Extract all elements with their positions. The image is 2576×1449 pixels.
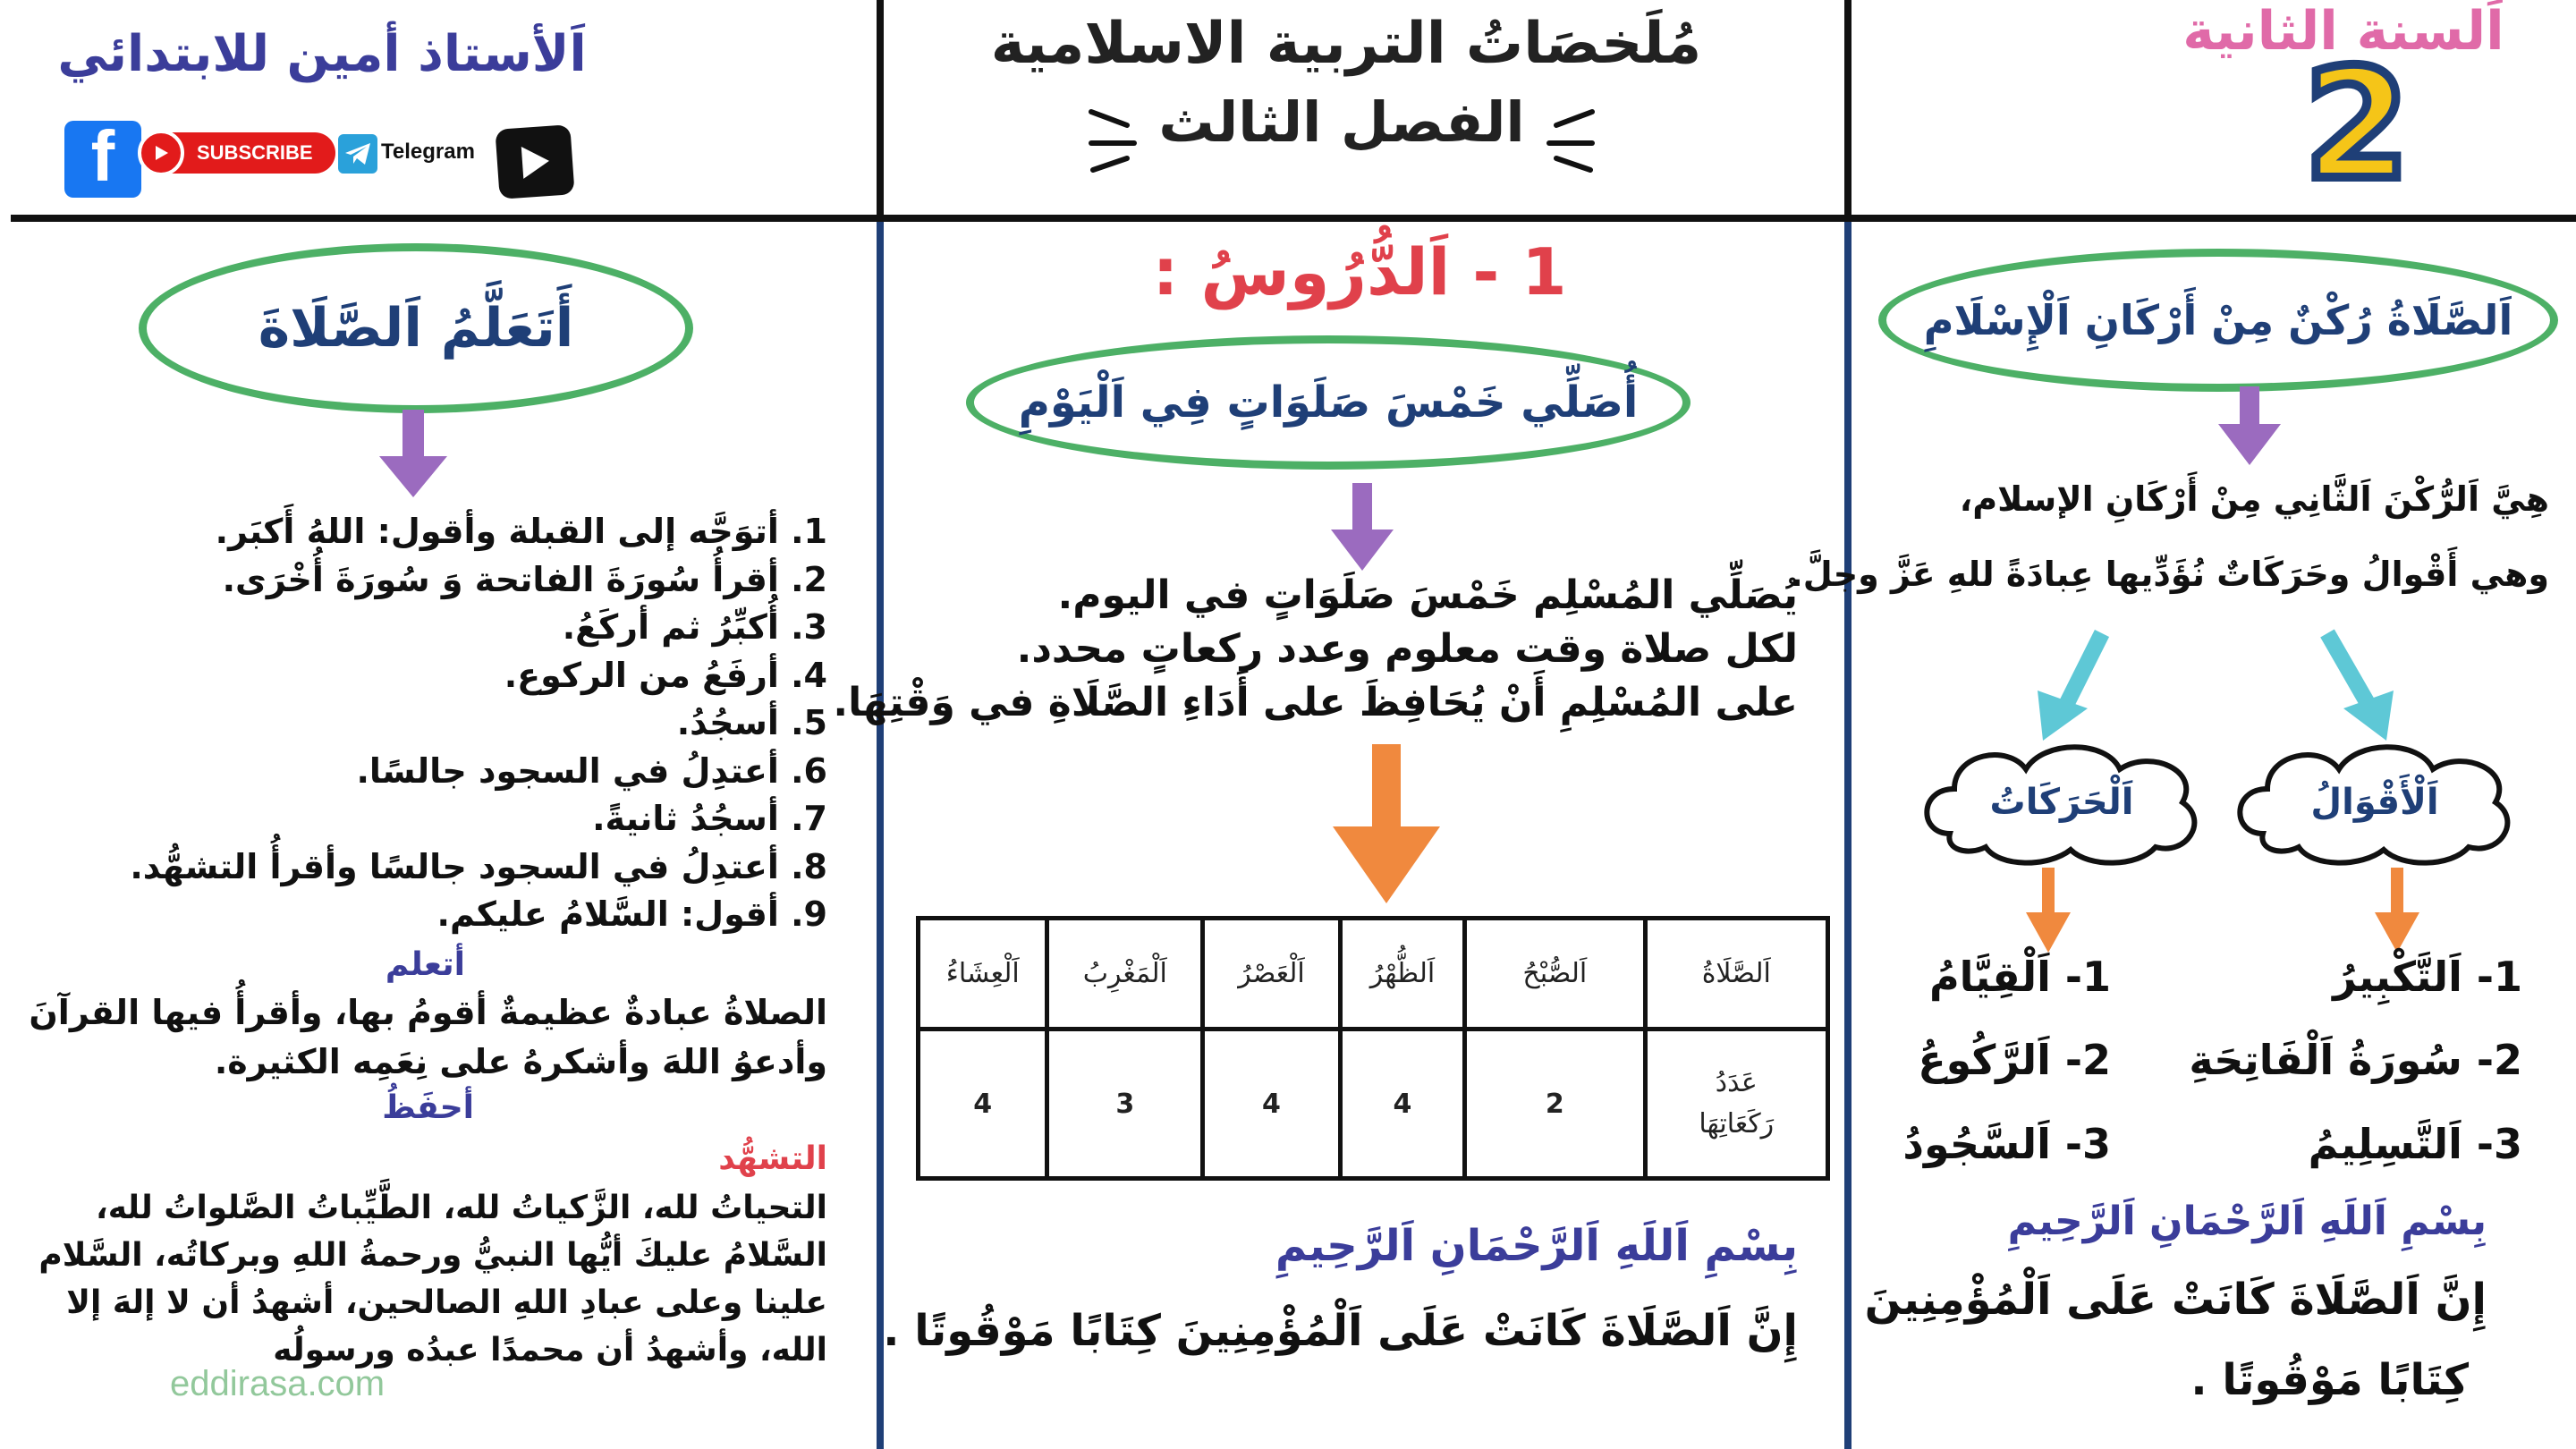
purple-arrow-left [379, 410, 447, 499]
orange-arrow-sayings [2375, 868, 2419, 953]
table-header-count-text: عَدَدُ رَكَعَاتِهَا [1699, 1067, 1775, 1140]
prayers-table [916, 916, 1830, 1181]
table-row-prayers [919, 919, 1828, 1030]
cloud-sayings [2227, 735, 2522, 869]
steps-list [89, 512, 827, 943]
header-divider-right [1844, 0, 1852, 218]
orange-arrow-movements [2026, 868, 2071, 953]
middle-oval-title [966, 335, 1690, 470]
middle-line3: على المُسْلِمِ أَنْ يُحَافِظَ على أَدَاءِ الصَّلَاةِ في وَقْتِهَا. [833, 680, 1798, 725]
step-item-1: 1. أتوَجَّه إلى القبلة وأقول: اللهُ أَكبَر. [215, 512, 827, 551]
movement-item-3: 3- اَلسَّجُودُ [1902, 1120, 2111, 1168]
table-cell-prayer-3: اَلْعَصْرُ [1203, 919, 1341, 1030]
column-divider-left [877, 222, 884, 1449]
tashahhud-line2: السَّلامُ عليكَ أيُّها النبيُّ ورحمةُ اللهِ وبركاتُه، السَّلام [38, 1237, 827, 1274]
header-divider-left [877, 0, 884, 218]
middle-line2: لكل صلاة وقت معلوم وعدد ركعاتٍ محدد. [1016, 626, 1798, 672]
left-oval-text: أَتَعَلَّمُ اَلصَّلَاةَ [258, 297, 574, 360]
youtube-play-icon [138, 130, 184, 176]
table-row-rakaat [919, 1030, 1828, 1179]
middle-oval-text: أُصَلِّي خَمْسَ صَلَوَاتٍ فِي اَلْيَوْمِ [1018, 377, 1639, 428]
movement-item-1: 1- اَلْقِيَّامُ [1928, 953, 2111, 1001]
memorize-heading: أحفَظُ [382, 1089, 474, 1126]
step-item-2: 2. أقرأُ سُورَةَ الفاتحة وَ سُورَةَ أُخْرَى. [222, 559, 827, 599]
right-verse-line2: كِتَابًا مَوْقُوتًا . [2190, 1355, 2469, 1405]
step-item-3: 3. أُكبِّرُ ثم أركَعُ. [562, 607, 827, 647]
header-bottom-rule [11, 215, 2576, 222]
step-item-7: 7. أسجُدُ ثانيةً. [592, 799, 827, 838]
page-title: مُلَخصَاتُ التربية الاسلامية [990, 11, 1702, 77]
saying-item-2: 2- سُورَةُ اَلْفَاتِحَةِ [2189, 1036, 2522, 1084]
table-cell-rakaat-2: 4 [1340, 1030, 1464, 1179]
table-cell-prayer-5: اَلْعِشَاءُ [919, 919, 1047, 1030]
tashahhud-heading: التشهُّد [718, 1140, 827, 1177]
purple-arrow-middle [1331, 483, 1394, 572]
right-line2: وهي أَقْوالُ وحَرَكَاتٌ نُؤَدِّيها عِبادَةً للهِ عَزَّ وجلَّ. [1790, 555, 2549, 594]
cloud-sayings-label: اَلْأَقْوَالُ [2310, 782, 2439, 823]
tashahhud-line4: الله، وأشهدُ أن محمدًا عبدُه ورسولُه [273, 1332, 827, 1368]
subscribe-label: SUBSCRIBE [197, 141, 313, 164]
purple-arrow-right [2218, 386, 2281, 467]
step-item-9: 9. أقول: السَّلامُ عليكم. [436, 894, 827, 934]
step-item-8: 8. أعتدِلُ في السجود جالسًا وأقرأُ التشهُّد. [130, 846, 827, 886]
table-header-count [1645, 1030, 1827, 1179]
column-divider-right [1844, 222, 1852, 1449]
table-cell-prayer-2: اَلظُّهْرُ [1340, 919, 1464, 1030]
middle-line1: يُصَلِّي المُسْلِم خَمْسَ صَلَوَاتٍ في اليوم. [1057, 572, 1798, 618]
year-label: اَلسنة الثانية [2182, 0, 2504, 63]
table-cell-prayer-1: اَلصُّبْحُ [1465, 919, 1645, 1030]
saying-item-1: 1- اَلتَّكْبِيرُ [2333, 953, 2522, 1001]
table-cell-rakaat-5: 4 [919, 1030, 1047, 1179]
step-item-6: 6. أعتدِلُ في السجود جالسًا. [356, 750, 827, 791]
cyan-arrow-movements [2030, 626, 2111, 742]
teacher-name: اَلأستاذ أمين للابتدائي [57, 25, 587, 83]
learn-line2: وأدعوُ اللهَ وأشكرهُ على نِعَمِه الكثيرة. [214, 1042, 827, 1081]
watermark: eddirasa.com [170, 1364, 386, 1403]
cyan-arrow-sayings [2317, 626, 2397, 742]
tashahhud-line3: علينا وعلى عبادِ اللهِ الصالحين، أشهدُ أن لا إلهَ إلا [66, 1284, 827, 1321]
cloud-movements [1914, 735, 2209, 869]
saying-item-3: 3- اَلتَّسِلِيمُ [2308, 1120, 2522, 1168]
telegram-label[interactable]: Telegram [381, 140, 475, 164]
step-item-4: 4. أرفَعُ من الركوع. [504, 655, 827, 695]
table-cell-prayer-4: اَلْمَغْرِبُ [1047, 919, 1203, 1030]
lessons-heading: 1 - اَلدُّرُوسُ : [1152, 234, 1567, 309]
learn-heading: أتعلم [385, 946, 465, 983]
right-verse-line1: إِنَّ اَلصَّلَاةَ كَانَتْ عَلَى اَلْمُؤْمِنِينَ [1864, 1275, 2487, 1325]
table-cell-rakaat-1: 2 [1465, 1030, 1645, 1179]
middle-verse: إِنَّ اَلصَّلَاةَ كَانَتْ عَلَى اَلْمُؤْمِنِينَ كِتَابًا مَوْقُوتًا . [883, 1306, 1798, 1356]
sparkle-right-icon [1538, 103, 1601, 174]
right-basmala: بِسْمِ اَللَهِ اَلرَّحْمَانِ اَلرَّحِيمِ [2007, 1199, 2487, 1244]
left-oval-title [139, 243, 693, 413]
table-cell-rakaat-4: 3 [1047, 1030, 1203, 1179]
right-oval-title [1878, 249, 2558, 392]
year-number: 2 [2303, 37, 2411, 214]
table-header-prayer: اَلصَّلَاةُ [1645, 919, 1827, 1030]
page-subtitle: الفصل الثالث [1158, 89, 1525, 155]
right-oval-text: اَلصَّلَاةُ رُكْنٌ مِنْ أَرْكَانِ اَلْإِسْلَامِ [1923, 296, 2513, 344]
table-cell-rakaat-3: 4 [1203, 1030, 1341, 1179]
right-line1: هِيَّ اَلرُّكْنَ اَلثَّانِي مِنْ أَرْكَانِ الإسلام، [1959, 479, 2549, 519]
orange-arrow-middle [1333, 744, 1440, 905]
sparkle-left-icon [1082, 103, 1145, 174]
tashahhud-line1: التحياتُ لله، الزَّكياتُ لله، الطَّيِّباتُ الصَّلواتُ لله، [96, 1190, 827, 1226]
step-item-5: 5. أسجُدُ. [676, 703, 827, 742]
movement-item-2: 2- اَلرَّكُوعُ [1918, 1036, 2111, 1084]
middle-basmala: بِسْمِ اَللَهِ اَلرَّحْمَانِ اَلرَّحِيمِ [1275, 1221, 1798, 1271]
youtube-subscribe-button[interactable] [143, 132, 335, 174]
cloud-movements-label: اَلْحَرَكَاتُ [1989, 782, 2134, 823]
video-play-icon[interactable] [495, 124, 574, 199]
learn-line1: الصلاةُ عبادةٌ عظيمةٌ أقومُ بها، وأقرأُ فيها القرآنَ [29, 993, 827, 1032]
facebook-icon[interactable]: f [64, 121, 141, 198]
telegram-icon[interactable] [338, 134, 377, 174]
